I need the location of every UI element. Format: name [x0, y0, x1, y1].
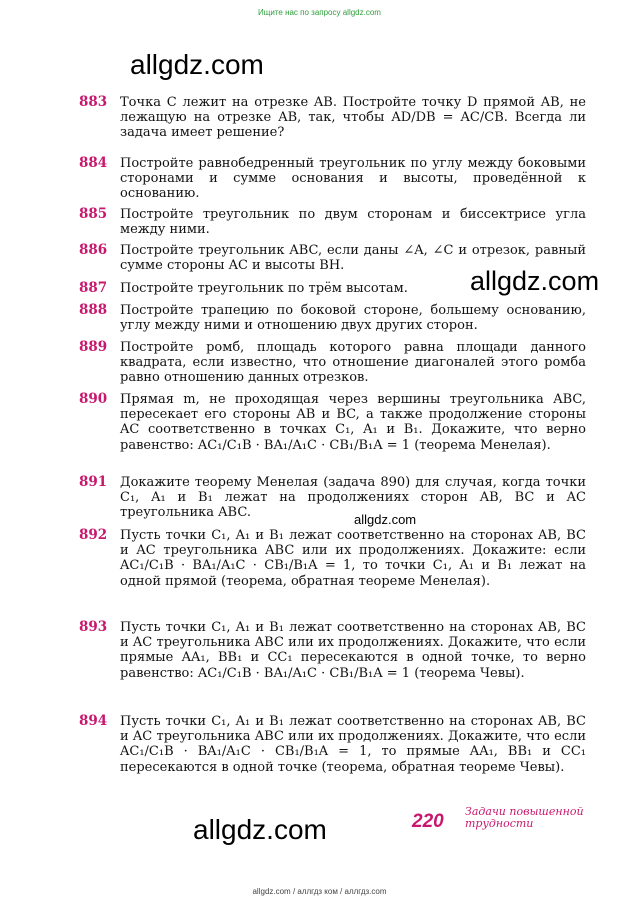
watermark: allgdz.com — [130, 49, 264, 80]
problem-number: 894 — [79, 713, 108, 729]
problem-number: 886 — [79, 242, 108, 258]
problem-text: Прямая m, не проходящая через вершины треугольника ABC, пересекает его стороны AB и BC, а также продолжение стороны AC соответственно в точках C₁, A₁ и B₁. Докажите, что верно равенство: AC₁/C₁B · BA₁/A₁C · CB₁/B₁A = 1 (теорема Менелая). — [120, 392, 586, 453]
watermark: allgdz.com — [193, 814, 327, 845]
problem-number: 889 — [79, 339, 108, 355]
watermark: allgdz.com — [354, 512, 417, 527]
section-caption: Задачи повышенной трудности — [465, 805, 584, 830]
problem-text: Постройте ромб, площадь которого равна площади данного квадрата, если известно, что отношение диагоналей этого ромба равно отношению данных отрезков. — [120, 340, 586, 386]
problem-text: Докажите теорему Менелая (задача 890) для случая, когда точки C₁, A₁ и B₁ лежат на продолжениях сторон AB, BC и AC треугольника ABC. — [120, 475, 586, 521]
problem-text: Постройте треугольник по двум сторонам и биссектрисе угла между ними. — [120, 207, 586, 238]
problem-text: Пусть точки C₁, A₁ и B₁ лежат соответственно на сторонах AB, BC и AC треугольника ABC или их продолжениях. Докажите: если AC₁/C₁B · BA₁/A₁C · CB₁/B₁A = 1, то точки C₁, A₁ и B₁ лежат на одной прямой (теорема, обратная теореме Менелая). — [120, 528, 586, 589]
problem-number: 892 — [79, 527, 108, 543]
top-link[interactable]: Ищите нас по запросу allgdz.com — [258, 8, 381, 17]
problem-text: Постройте треугольник ABC, если даны ∠A, ∠C и отрезок, равный сумме стороны AC и высоты BH. — [120, 243, 586, 274]
problem-text: Пусть точки C₁, A₁ и B₁ лежат соответственно на сторонах AB, BC и AC треугольника ABC или их продолжениях. Докажите, что если прямые AA₁, BB₁ и CC₁ пересекаются в одной точке, то верно равенство: AC₁/C₁B · BA₁/A₁C · CB₁/B₁A = 1 (теорема Чевы). — [120, 620, 586, 681]
problem-text: Постройте треугольник по трём высотам. — [120, 281, 408, 296]
watermark: allgdz.com — [470, 266, 600, 296]
page-number: 220 — [412, 811, 444, 832]
problem-text: Точка C лежит на отрезке AB. Постройте точку D прямой AB, не лежащую на отрезке AB, так, чтобы AD/DB = AC/CB. Всегда ли задача имеет решение? — [120, 95, 586, 141]
problem-number: 887 — [79, 280, 108, 296]
problem-number: 885 — [79, 206, 108, 222]
bottom-links[interactable]: allgdz.com / аллгдз ком / аллгдз.com — [252, 887, 387, 896]
problem-text: Пусть точки C₁, A₁ и B₁ лежат соответственно на сторонах AB, BC и AC треугольника ABC или их продолжениях. Докажите, что если AC₁/C₁B · BA₁/A₁C · CB₁/B₁A = 1, то прямые AA₁, BB₁ и CC₁ пересекаются в одной точке (теорема, обратная теореме Чевы). — [120, 714, 586, 775]
problem-number: 893 — [79, 619, 108, 635]
problem-number: 891 — [79, 474, 108, 490]
problem-number: 883 — [79, 94, 108, 110]
problem-text: Постройте трапецию по боковой стороне, большему основанию, углу между ними и отношению двух других сторон. — [120, 303, 586, 334]
problem-text: Постройте равнобедренный треугольник по углу между боковыми сторонами и сумме основания и высоты, проведённой к основанию. — [120, 156, 586, 202]
problem-number: 890 — [79, 391, 108, 407]
problem-number: 884 — [79, 155, 108, 171]
problem-number: 888 — [79, 302, 108, 318]
